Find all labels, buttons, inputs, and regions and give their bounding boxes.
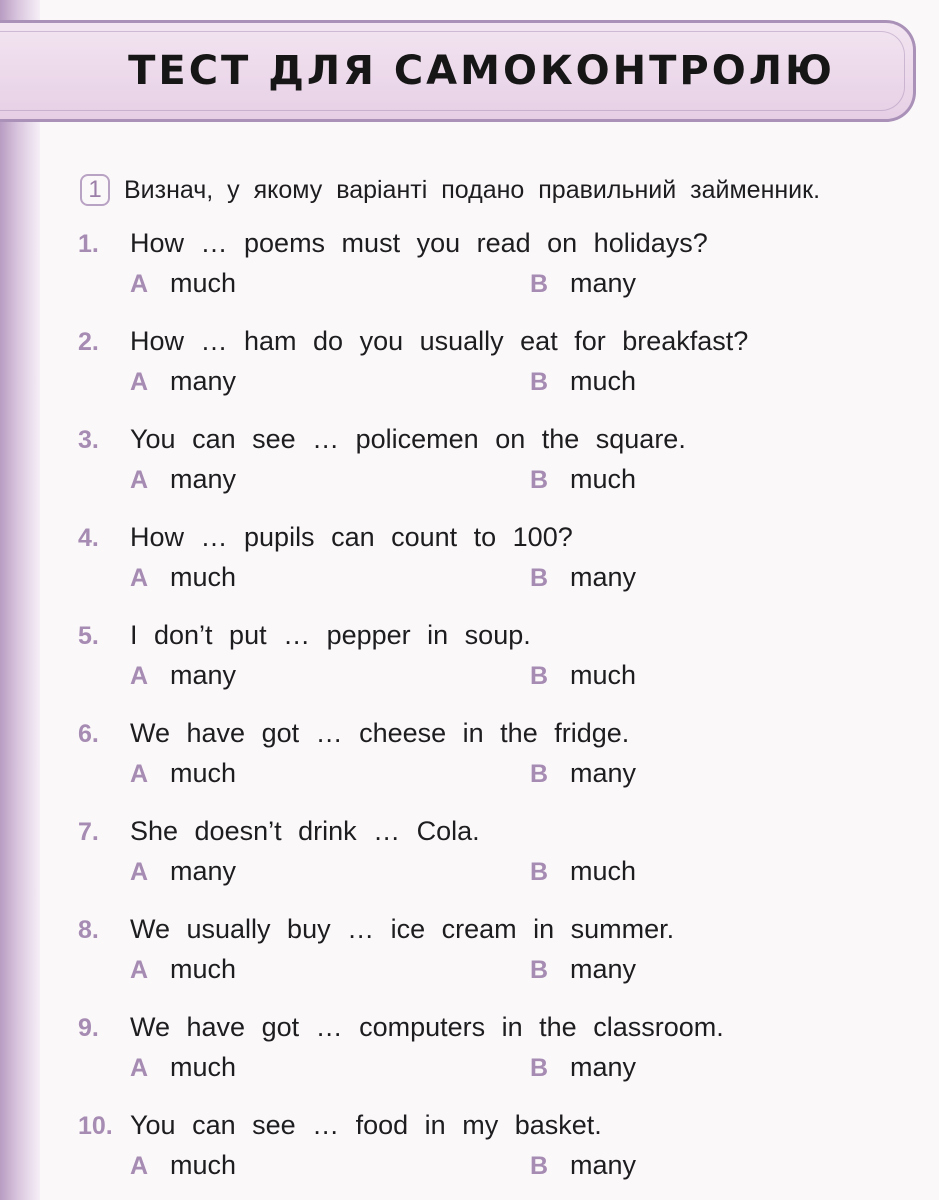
answer-options <box>78 562 928 602</box>
option-b[interactable] <box>530 1052 636 1083</box>
question-line <box>78 326 928 366</box>
option-b-text: many <box>570 562 637 592</box>
question-text: I don’t put … pepper in soup. <box>130 620 531 650</box>
question-item <box>78 1012 928 1092</box>
page-title: ТЕСТ ДЛЯ САМОКОНТРОЛЮ <box>128 48 835 94</box>
answer-options <box>78 268 928 308</box>
option-letter-b: B <box>530 270 549 298</box>
question-line <box>78 914 928 954</box>
question-line <box>78 816 928 856</box>
question-number: 9. <box>78 1014 99 1042</box>
option-letter-b: B <box>530 662 549 690</box>
option-a-text: much <box>170 1052 237 1082</box>
option-a[interactable] <box>130 1052 236 1083</box>
question-number: 1. <box>78 230 99 258</box>
option-letter-b: B <box>530 466 549 494</box>
option-letter-b: B <box>530 368 549 396</box>
option-a-text: many <box>170 464 237 494</box>
option-b-text: much <box>570 660 637 690</box>
question-text: We have got … computers in the classroom. <box>130 1012 724 1042</box>
option-a-text: much <box>170 954 237 984</box>
question-line <box>78 424 928 464</box>
answer-options <box>78 660 928 700</box>
option-a[interactable] <box>130 268 236 299</box>
option-a[interactable] <box>130 856 236 887</box>
option-a-text: much <box>170 268 237 298</box>
question-line <box>78 1110 928 1150</box>
question-line <box>78 718 928 758</box>
option-b[interactable] <box>530 268 636 299</box>
option-letter-a: A <box>130 760 149 788</box>
option-b-text: many <box>570 758 637 788</box>
question-number: 5. <box>78 622 99 650</box>
option-letter-a: A <box>130 662 149 690</box>
option-a[interactable] <box>130 562 236 593</box>
option-letter-a: A <box>130 368 149 396</box>
task-number-badge: 1 <box>80 174 110 206</box>
question-text: How … pupils can count to 100? <box>130 522 573 552</box>
question-line <box>78 522 928 562</box>
question-item <box>78 326 928 406</box>
question-item <box>78 1110 928 1190</box>
question-text: How … poems must you read on holidays? <box>130 228 708 258</box>
title-banner <box>0 20 916 122</box>
question-line <box>78 1012 928 1052</box>
answer-options <box>78 856 928 896</box>
answer-options <box>78 954 928 994</box>
question-text: You can see … food in my basket. <box>130 1110 602 1140</box>
option-letter-b: B <box>530 564 549 592</box>
question-number: 7. <box>78 818 99 846</box>
answer-options <box>78 1150 928 1190</box>
answer-options <box>78 366 928 406</box>
question-item <box>78 620 928 700</box>
question-number: 10. <box>78 1112 113 1140</box>
answer-options <box>78 758 928 798</box>
question-item <box>78 914 928 994</box>
answer-options <box>78 1052 928 1092</box>
option-b[interactable] <box>530 366 636 397</box>
question-line <box>78 228 928 268</box>
option-a-text: many <box>170 856 237 886</box>
task-instruction <box>80 170 930 210</box>
question-item <box>78 228 928 308</box>
option-b[interactable] <box>530 464 636 495</box>
question-number: 6. <box>78 720 99 748</box>
option-a[interactable] <box>130 660 236 691</box>
option-letter-b: B <box>530 760 549 788</box>
question-line <box>78 620 928 660</box>
question-item <box>78 424 928 504</box>
option-a[interactable] <box>130 464 236 495</box>
option-a-text: many <box>170 366 237 396</box>
question-text: You can see … policemen on the square. <box>130 424 686 454</box>
option-letter-a: A <box>130 466 149 494</box>
question-text: How … ham do you usually eat for breakfast? <box>130 326 749 356</box>
option-a[interactable] <box>130 954 236 985</box>
option-b[interactable] <box>530 856 636 887</box>
page-edge <box>0 0 40 1200</box>
option-letter-b: B <box>530 1054 549 1082</box>
option-b-text: much <box>570 856 637 886</box>
question-number: 2. <box>78 328 99 356</box>
question-item <box>78 816 928 896</box>
option-letter-b: B <box>530 858 549 886</box>
option-a[interactable] <box>130 366 236 397</box>
question-text: We have got … cheese in the fridge. <box>130 718 630 748</box>
question-text: She doesn’t drink … Cola. <box>130 816 480 846</box>
option-b[interactable] <box>530 660 636 691</box>
option-b[interactable] <box>530 1150 636 1181</box>
option-letter-a: A <box>130 858 149 886</box>
instruction-text: Визнач, у якому варіанті подано правильний займенник. <box>124 175 821 204</box>
question-item <box>78 718 928 798</box>
option-b[interactable] <box>530 758 636 789</box>
option-b-text: many <box>570 268 637 298</box>
option-a-text: much <box>170 1150 237 1180</box>
option-letter-a: A <box>130 1054 149 1082</box>
option-letter-a: A <box>130 956 149 984</box>
option-a-text: much <box>170 758 237 788</box>
option-b-text: much <box>570 464 637 494</box>
option-a-text: many <box>170 660 237 690</box>
option-b-text: many <box>570 1052 637 1082</box>
option-a[interactable] <box>130 758 236 789</box>
option-b[interactable] <box>530 954 636 985</box>
option-letter-a: A <box>130 1152 149 1180</box>
answer-options <box>78 464 928 504</box>
option-a[interactable] <box>130 1150 236 1181</box>
question-item <box>78 522 928 602</box>
option-b-text: many <box>570 1150 637 1180</box>
option-letter-a: A <box>130 564 149 592</box>
option-letter-b: B <box>530 956 549 984</box>
question-number: 3. <box>78 426 99 454</box>
option-b[interactable] <box>530 562 636 593</box>
option-b-text: much <box>570 366 637 396</box>
option-b-text: many <box>570 954 637 984</box>
question-number: 8. <box>78 916 99 944</box>
option-letter-a: A <box>130 270 149 298</box>
question-number: 4. <box>78 524 99 552</box>
question-text: We usually buy … ice cream in summer. <box>130 914 675 944</box>
option-a-text: much <box>170 562 237 592</box>
option-letter-b: B <box>530 1152 549 1180</box>
